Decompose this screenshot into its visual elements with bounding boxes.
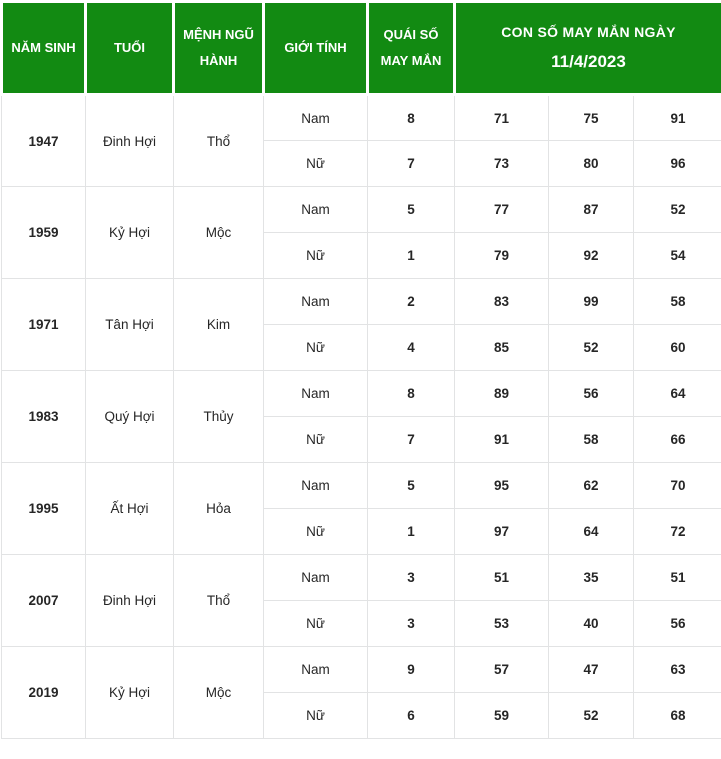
trigram-cell: 1 — [368, 509, 455, 555]
lucky-number-cell: 73 — [455, 141, 549, 187]
table-row — [2, 647, 721, 693]
lucky-number-cell: 99 — [549, 279, 634, 325]
trigram-cell: 5 — [368, 187, 455, 233]
gender-cell: Nữ — [264, 417, 368, 463]
element-cell: Kim — [174, 279, 264, 371]
trigram-cell: 6 — [368, 693, 455, 739]
lucky-number-cell: 57 — [455, 647, 549, 693]
lucky-number-cell: 64 — [634, 371, 721, 417]
gender-cell: Nam — [264, 647, 368, 693]
gender-cell: Nam — [264, 95, 368, 141]
zodiac-cell: Đinh Hợi — [86, 555, 174, 647]
gender-cell: Nữ — [264, 325, 368, 371]
lucky-number-cell: 51 — [455, 555, 549, 601]
gender-cell: Nữ — [264, 233, 368, 279]
element-cell: Thủy — [174, 371, 264, 463]
lucky-number-cell: 52 — [549, 693, 634, 739]
gender-cell: Nữ — [264, 601, 368, 647]
gender-cell: Nam — [264, 555, 368, 601]
lucky-number-cell: 66 — [634, 417, 721, 463]
year-cell: 2007 — [2, 555, 86, 647]
lucky-number-cell: 96 — [634, 141, 721, 187]
element-cell: Mộc — [174, 187, 264, 279]
header-cell-element: MỆNH NGŨ HÀNH — [174, 2, 264, 95]
zodiac-cell: Quý Hợi — [86, 371, 174, 463]
table-row — [2, 95, 721, 141]
trigram-cell: 2 — [368, 279, 455, 325]
lucky-number-cell: 63 — [634, 647, 721, 693]
lucky-number-cell: 92 — [549, 233, 634, 279]
lucky-number-cell: 91 — [634, 95, 721, 141]
year-cell: 1983 — [2, 371, 86, 463]
element-cell: Mộc — [174, 647, 264, 739]
lucky-number-cell: 62 — [549, 463, 634, 509]
trigram-cell: 7 — [368, 141, 455, 187]
trigram-cell: 3 — [368, 555, 455, 601]
header-cell-gender: GIỚI TÍNH — [264, 2, 368, 95]
lucky-number-cell: 59 — [455, 693, 549, 739]
lucky-number-cell: 56 — [634, 601, 721, 647]
lucky-number-cell: 68 — [634, 693, 721, 739]
lucky-number-cell: 85 — [455, 325, 549, 371]
lucky-number-cell: 80 — [549, 141, 634, 187]
gender-cell: Nam — [264, 279, 368, 325]
lucky-number-cell: 60 — [634, 325, 721, 371]
year-cell: 1947 — [2, 95, 86, 187]
table-row — [2, 279, 721, 325]
lucky-number-cell: 89 — [455, 371, 549, 417]
lucky-number-cell: 97 — [455, 509, 549, 555]
lucky-number-cell: 72 — [634, 509, 721, 555]
element-cell: Thổ — [174, 95, 264, 187]
lucky-number-cell: 75 — [549, 95, 634, 141]
year-cell: 1959 — [2, 187, 86, 279]
lucky-number-cell: 64 — [549, 509, 634, 555]
lucky-number-cell: 53 — [455, 601, 549, 647]
trigram-cell: 7 — [368, 417, 455, 463]
gender-cell: Nữ — [264, 141, 368, 187]
lucky-number-cell: 54 — [634, 233, 721, 279]
lucky-number-cell: 40 — [549, 601, 634, 647]
zodiac-cell: Đinh Hợi — [86, 95, 174, 187]
lucky-number-cell: 79 — [455, 233, 549, 279]
lucky-numbers-title: CON SỐ MAY MẮN NGÀY — [501, 23, 676, 40]
lucky-number-cell: 58 — [634, 279, 721, 325]
lucky-number-cell: 47 — [549, 647, 634, 693]
lucky-number-cell: 71 — [455, 95, 549, 141]
lucky-number-cell: 87 — [549, 187, 634, 233]
lucky-number-cell: 35 — [549, 555, 634, 601]
lucky-number-cell: 51 — [634, 555, 721, 601]
element-cell: Thổ — [174, 555, 264, 647]
table-row — [2, 371, 721, 417]
lucky-numbers-date: 11/4/2023 — [551, 51, 626, 71]
table-row — [2, 555, 721, 601]
lucky-number-cell: 52 — [549, 325, 634, 371]
zodiac-cell: Kỷ Hợi — [86, 647, 174, 739]
zodiac-cell: Tân Hợi — [86, 279, 174, 371]
lucky-number-cell: 52 — [634, 187, 721, 233]
gender-cell: Nữ — [264, 693, 368, 739]
year-cell: 1971 — [2, 279, 86, 371]
lucky-number-cell: 77 — [455, 187, 549, 233]
header-cell-age: TUỔI — [86, 2, 174, 95]
element-cell: Hỏa — [174, 463, 264, 555]
gender-cell: Nữ — [264, 509, 368, 555]
header-cell-trigram: QUÁI SỐ MAY MẮN — [368, 2, 455, 95]
trigram-cell: 8 — [368, 371, 455, 417]
header-cell-lucky-numbers — [455, 2, 721, 95]
zodiac-cell: Ất Hợi — [86, 463, 174, 555]
table-row — [2, 463, 721, 509]
zodiac-cell: Kỷ Hợi — [86, 187, 174, 279]
header-row — [2, 2, 721, 95]
lucky-number-cell: 83 — [455, 279, 549, 325]
trigram-cell: 8 — [368, 95, 455, 141]
gender-cell: Nam — [264, 371, 368, 417]
lucky-number-cell: 56 — [549, 371, 634, 417]
trigram-cell: 9 — [368, 647, 455, 693]
lucky-number-cell: 95 — [455, 463, 549, 509]
trigram-cell: 5 — [368, 463, 455, 509]
lucky-number-cell: 70 — [634, 463, 721, 509]
header-cell-birth-year: NĂM SINH — [2, 2, 86, 95]
table-row — [2, 187, 721, 233]
lucky-number-cell: 58 — [549, 417, 634, 463]
trigram-cell: 4 — [368, 325, 455, 371]
trigram-cell: 1 — [368, 233, 455, 279]
gender-cell: Nam — [264, 187, 368, 233]
gender-cell: Nam — [264, 463, 368, 509]
lucky-number-cell: 91 — [455, 417, 549, 463]
trigram-cell: 3 — [368, 601, 455, 647]
year-cell: 1995 — [2, 463, 86, 555]
year-cell: 2019 — [2, 647, 86, 739]
